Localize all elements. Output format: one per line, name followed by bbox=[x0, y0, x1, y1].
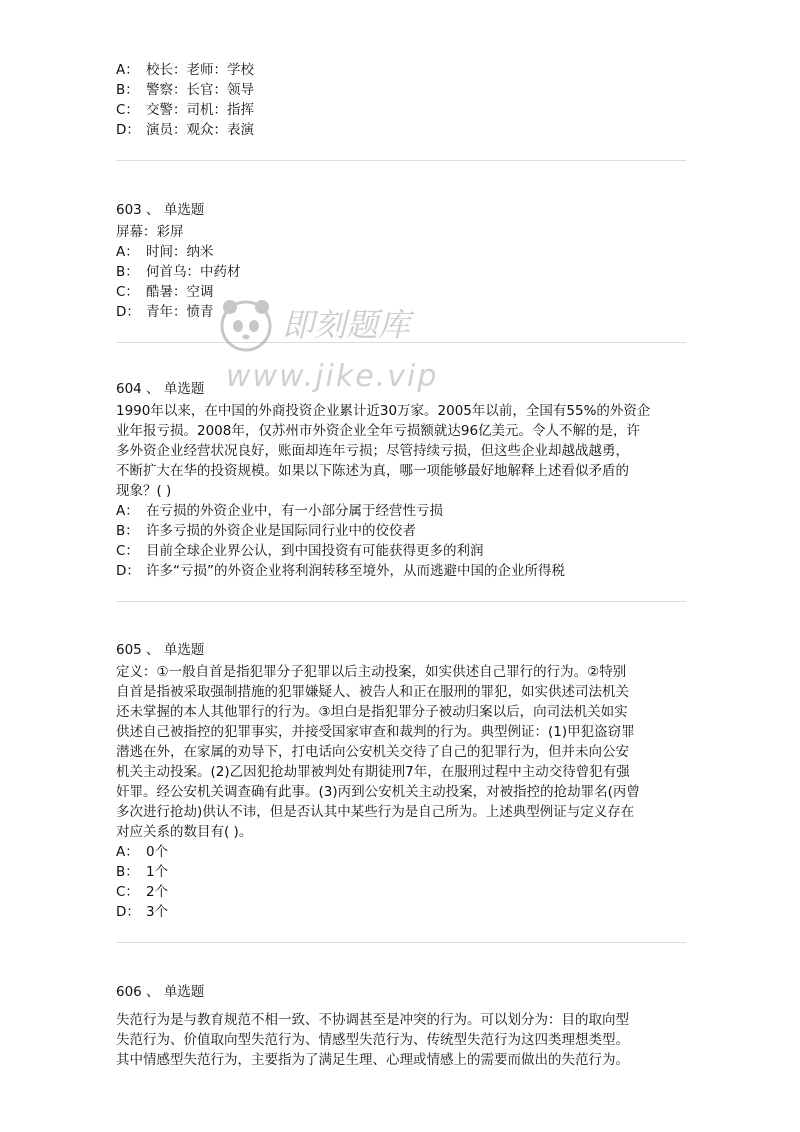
option-b[interactable] bbox=[116, 862, 686, 882]
option-text: 0个 bbox=[146, 844, 169, 860]
option-text: 许多“亏损”的外资企业将利润转移至境外，从而逃避中国的企业所得税 bbox=[146, 563, 565, 579]
stem-line: 现象？( ) bbox=[116, 483, 172, 499]
option-key: A： bbox=[116, 62, 139, 78]
stem-line: 奸罪。经公安机关调查确有此事。(3)丙到公安机关主动投案，对被指控的抢劫罪名(丙曾 bbox=[116, 784, 640, 800]
option-text: 何首乌：中药材 bbox=[146, 264, 241, 280]
option-b[interactable] bbox=[116, 521, 686, 541]
stem-line: 定义：①一般自首是指犯罪分子犯罪以后主动投案，如实供述自己罪行的行为。②特别 bbox=[116, 664, 627, 680]
stem-line: 自首是指被采取强制措施的犯罪嫌疑人、被告人和正在服刑的罪犯，如实供述司法机关 bbox=[116, 684, 629, 700]
option-c[interactable] bbox=[116, 100, 686, 120]
question-header: 603 、 单选题 bbox=[116, 202, 205, 218]
option-a[interactable] bbox=[116, 842, 686, 862]
stem-line: 业年报亏损。2008年，仅苏州市外资企业全年亏损额就达96亿美元。令人不解的是，许 bbox=[116, 423, 641, 439]
option-text: 1个 bbox=[146, 864, 169, 880]
option-text: 在亏损的外资企业中，有一小部分属于经营性亏损 bbox=[146, 503, 443, 519]
option-text: 酷暑：空调 bbox=[146, 284, 214, 300]
option-text: 时间：纳米 bbox=[146, 244, 214, 260]
question-divider bbox=[116, 942, 686, 943]
option-key: D： bbox=[116, 122, 140, 138]
stem-line: 1990年以来，在中国的外商投资企业累计近30万家。2005年以前，全国有55%的外资企 bbox=[116, 403, 651, 419]
question-stem: 屏幕：彩屏 bbox=[116, 224, 184, 240]
option-c[interactable] bbox=[116, 882, 686, 902]
question-header: 604 、 单选题 bbox=[116, 381, 205, 397]
stem-line: 供述自己被指控的犯罪事实，并接受国家审查和裁判的行为。典型例证：(1)甲犯盗窃罪 bbox=[116, 724, 635, 740]
option-key: B： bbox=[116, 523, 139, 539]
option-d[interactable] bbox=[116, 120, 686, 140]
option-key: C： bbox=[116, 102, 139, 118]
question-header: 605 、 单选题 bbox=[116, 642, 205, 658]
watermark-url: www.jike.vip bbox=[226, 359, 439, 394]
option-text: 警察：长官：领导 bbox=[146, 82, 254, 98]
option-key: B： bbox=[116, 82, 139, 98]
question-603 bbox=[116, 200, 686, 322]
stem-line: 多外资企业经营状况良好，账面却连年亏损；尽管持续亏损，但这些企业却越战越勇， bbox=[116, 443, 629, 459]
option-key: B： bbox=[116, 864, 139, 880]
option-text: 青年：愤青 bbox=[146, 304, 214, 320]
option-key: A： bbox=[116, 844, 139, 860]
option-key: A： bbox=[116, 503, 139, 519]
stem-line: 失范行为、价值取向型失范行为、情感型失范行为、传统型失范行为这四类理想类型。 bbox=[116, 1032, 629, 1048]
option-a[interactable] bbox=[116, 501, 686, 521]
stem-line: 对应关系的数目有( )。 bbox=[116, 824, 253, 840]
option-text: 交警：司机：指挥 bbox=[146, 102, 254, 118]
question-header: 606 、 单选题 bbox=[116, 984, 205, 1000]
option-key: C： bbox=[116, 543, 139, 559]
watermark-brand: 即刻题库 bbox=[282, 306, 411, 344]
question-divider bbox=[116, 342, 686, 343]
question-stem bbox=[116, 662, 686, 842]
option-d[interactable] bbox=[116, 561, 686, 581]
option-b[interactable] bbox=[116, 80, 686, 100]
option-text: 校长：老师：学校 bbox=[146, 62, 254, 78]
option-text: 目前全球企业界公认，到中国投资有可能获得更多的利润 bbox=[146, 543, 484, 559]
option-text: 3个 bbox=[146, 904, 169, 920]
stem-line: 机关主动投案。(2)乙因犯抢劫罪被判处有期徒刑7年，在服刑过程中主动交待曾犯有强 bbox=[116, 764, 630, 780]
option-a[interactable] bbox=[116, 60, 686, 80]
option-c[interactable] bbox=[116, 282, 686, 302]
question-606 bbox=[116, 982, 686, 1070]
option-c[interactable] bbox=[116, 541, 686, 561]
stem-line: 失范行为是与教育规范不相一致、不协调甚至是冲突的行为。可以划分为：目的取向型 bbox=[116, 1012, 629, 1028]
option-key: B： bbox=[116, 264, 139, 280]
stem-line: 潜逃在外，在家属的劝导下，打电话向公安机关交待了自己的犯罪行为，但并未向公安 bbox=[116, 744, 629, 760]
question-divider bbox=[116, 601, 686, 602]
question-602-options bbox=[116, 60, 686, 140]
option-key: C： bbox=[116, 884, 139, 900]
question-divider bbox=[116, 160, 686, 161]
question-stem bbox=[116, 401, 686, 501]
option-b[interactable] bbox=[116, 262, 686, 282]
stem-line: 多次进行抢劫)供认不讳，但是否认其中某些行为是自己所为。上述典型例证与定义存在 bbox=[116, 804, 635, 820]
option-text: 演员：观众：表演 bbox=[146, 122, 254, 138]
stem-line: 不断扩大在华的投资规模。如果以下陈述为真，哪一项能够最好地解释上述看似矛盾的 bbox=[116, 463, 629, 479]
option-a[interactable] bbox=[116, 242, 686, 262]
option-d[interactable] bbox=[116, 902, 686, 922]
option-text: 2个 bbox=[146, 884, 169, 900]
option-text: 许多亏损的外资企业是国际同行业中的佼佼者 bbox=[146, 523, 416, 539]
question-stem bbox=[116, 1010, 686, 1070]
option-key: D： bbox=[116, 904, 140, 920]
option-key: D： bbox=[116, 563, 140, 579]
option-key: C： bbox=[116, 284, 139, 300]
stem-line: 还未掌握的本人其他罪行的行为。③坦白是指犯罪分子被动归案以后，向司法机关如实 bbox=[116, 704, 628, 720]
question-604 bbox=[116, 379, 686, 581]
option-d[interactable] bbox=[116, 302, 686, 322]
exam-page bbox=[116, 60, 686, 1070]
option-key: A： bbox=[116, 244, 139, 260]
question-605 bbox=[116, 640, 686, 922]
stem-line: 其中情感型失范行为，主要指为了满足生理、心理或情感上的需要而做出的失范行为。 bbox=[116, 1052, 629, 1068]
option-key: D： bbox=[116, 304, 140, 320]
